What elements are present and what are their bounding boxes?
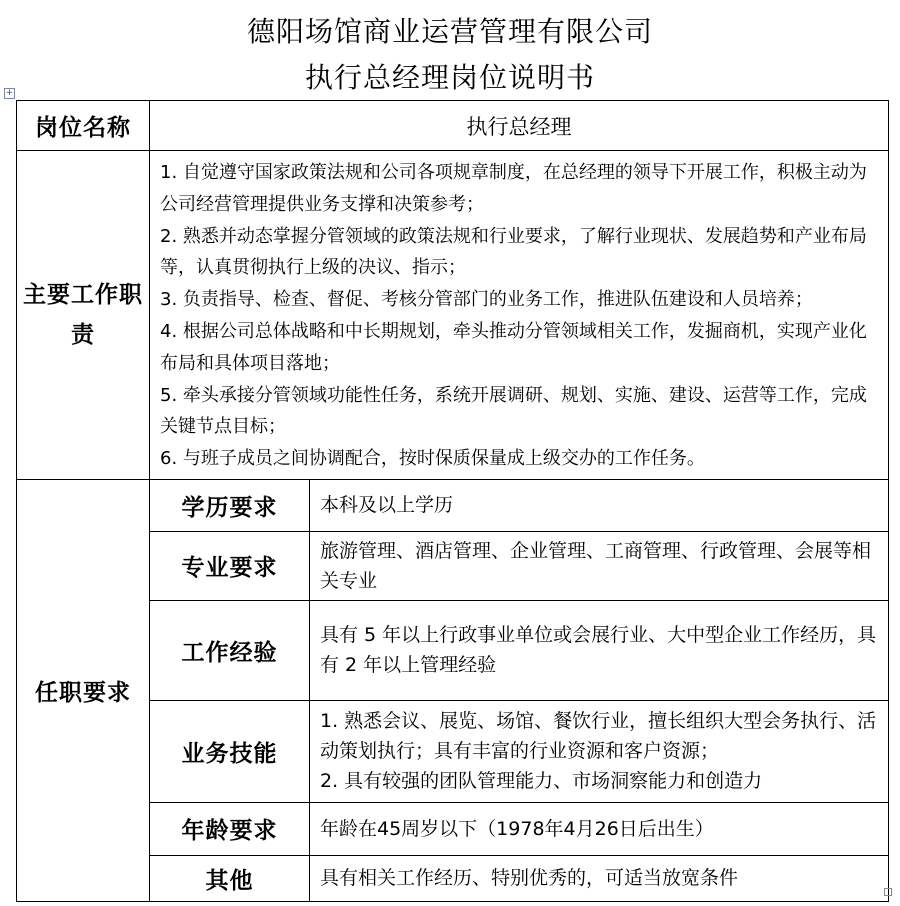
company-title: 德阳场馆商业运营管理有限公司	[246, 15, 653, 48]
duties-content	[150, 151, 889, 480]
skill-item: 2. 具有较强的团队管理能力、市场洞察能力和创造力	[320, 770, 763, 793]
requirement-value: 具有相关工作经历、特别优秀的，可适当放宽条件	[310, 855, 889, 901]
requirement-label: 工作经验	[150, 600, 310, 700]
requirement-value: 旅游管理、酒店管理、企业管理、工商管理、行政管理、会展等相关专业	[310, 531, 889, 600]
duty-item: 2. 熟悉并动态掌握分管领域的政策法规和行业要求，了解行业现状、发展趋势和产业布局等，认真贯彻执行上级的决议、指示；	[160, 225, 867, 279]
duty-item: 5. 牵头承接分管领域功能性任务，系统开展调研、规划、实施、建设、运营等工作，完成关键节点目标；	[160, 384, 867, 438]
requirement-value	[310, 700, 889, 802]
skill-item: 1. 熟悉会议、展览、场馆、餐饮行业，擅长组织大型会务执行、活动策划执行；具有丰富的行业资源和客户资源；	[320, 710, 877, 763]
requirement-value: 年龄在45周岁以下（1978年4月26日后出生）	[310, 802, 889, 855]
requirement-label: 年龄要求	[150, 802, 310, 855]
requirement-label: 其他	[150, 855, 310, 901]
paragraph-end-mark-icon	[884, 888, 892, 896]
duty-item: 3. 负责指导、检查、督促、考核分管部门的业务工作，推进队伍建设和人员培养；	[160, 289, 813, 311]
requirement-value: 本科及以上学历	[310, 479, 889, 531]
duty-item: 1. 自觉遵守国家政策法规和公司各项规章制度，在总经理的领导下开展工作，积极主动为公司经营管理提供业务支撑和决策参考；	[160, 162, 867, 215]
requirement-value: 具有 5 年以上行政事业单位或会展行业、大中型企业工作经历，具有 2 年以上管理经验	[310, 600, 889, 700]
requirement-label: 学历要求	[150, 479, 310, 531]
duty-item: 4. 根据公司总体战略和中长期规划，牵头推动分管领域相关工作，发掘商机，实现产业化布局和具体项目落地；	[160, 320, 867, 374]
job-description-table	[16, 100, 889, 902]
table-row	[17, 101, 889, 151]
requirements-label: 任职要求	[17, 479, 150, 901]
document-title: 执行总经理岗位说明书	[304, 61, 595, 94]
position-name-label: 岗位名称	[17, 101, 150, 151]
duty-item: 6. 与班子成员之间协调配合，按时保质保量成上级交办的工作任务。	[160, 448, 705, 470]
table-row	[17, 151, 889, 480]
duties-label: 主要工作职责	[17, 151, 150, 480]
table-move-handle-icon[interactable]: +	[5, 88, 14, 98]
requirement-label: 业务技能	[150, 700, 310, 802]
position-name-value: 执行总经理	[150, 101, 889, 151]
table-row	[17, 479, 889, 531]
requirement-label: 专业要求	[150, 531, 310, 600]
